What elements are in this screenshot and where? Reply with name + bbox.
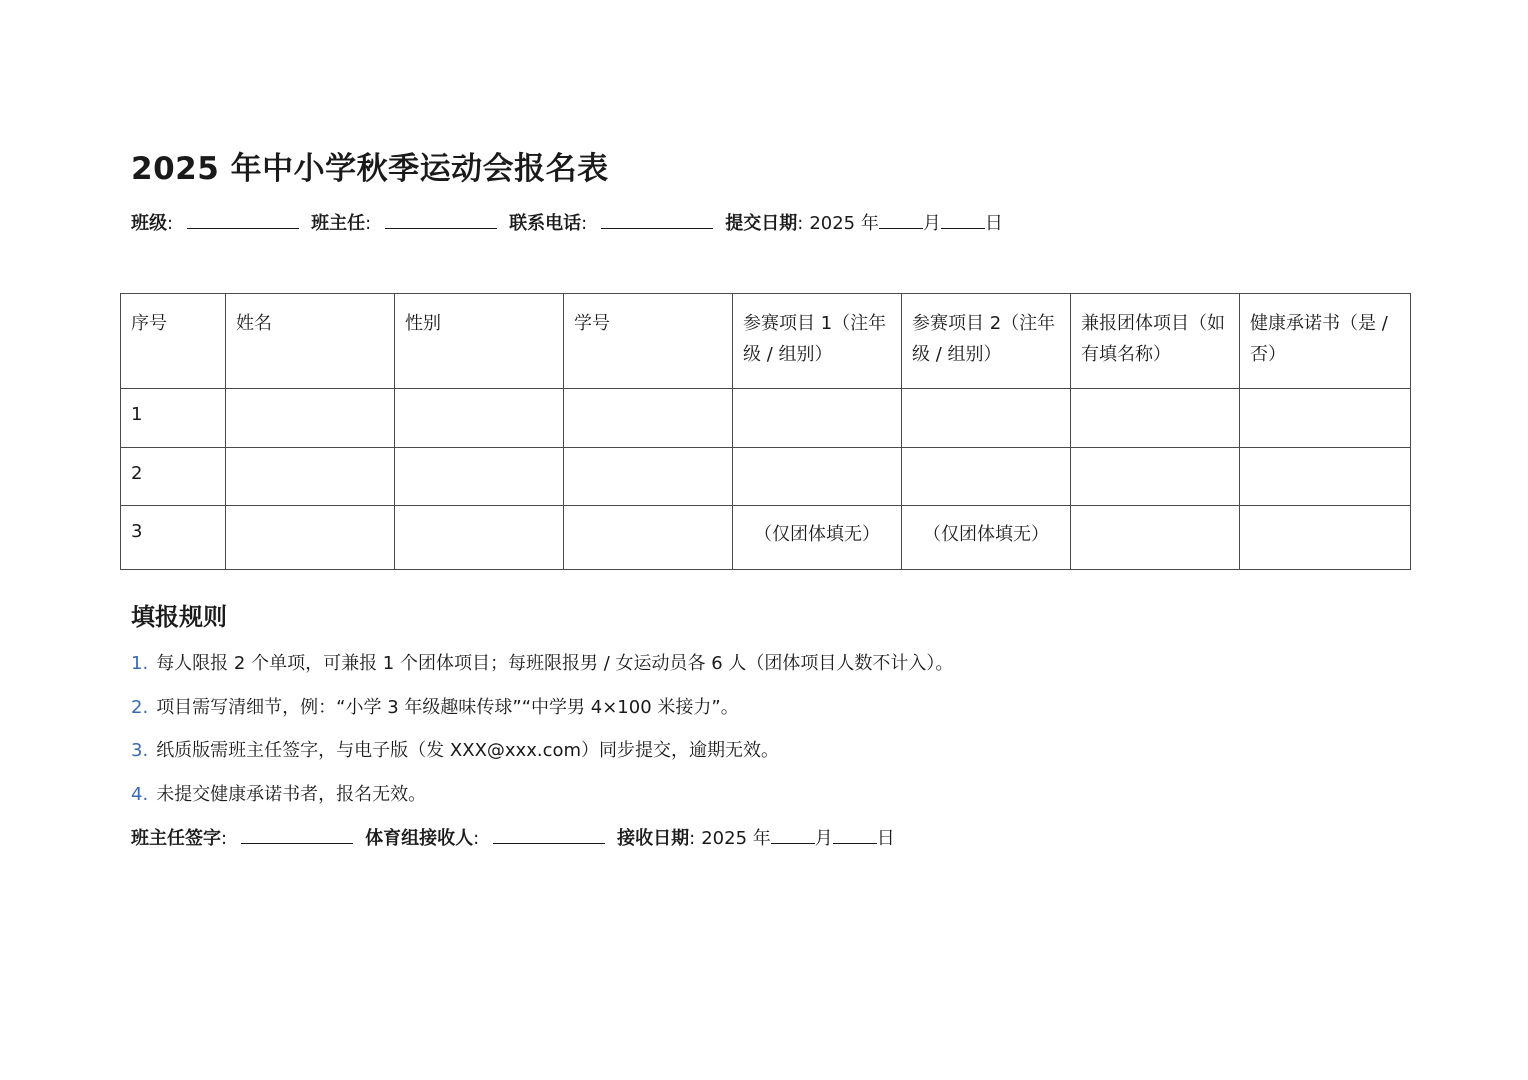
cell-student-id[interactable] [564, 506, 733, 570]
header-info-line [131, 210, 1015, 236]
cell-index: 2 [121, 448, 226, 506]
cell-gender[interactable] [395, 389, 564, 448]
day-unit: 日 [984, 213, 1003, 234]
phone-field [509, 210, 713, 236]
cell-event-2[interactable] [902, 448, 1071, 506]
cell-health-pledge[interactable] [1240, 506, 1411, 570]
signature-blank[interactable] [241, 825, 353, 844]
form-title: 2025 年中小学秋季运动会报名表 [131, 151, 609, 187]
submit-day-blank[interactable] [941, 210, 985, 229]
class-label: 班级 [131, 213, 167, 234]
cell-event-1[interactable]: （仅团体填无） [733, 506, 902, 570]
table-header-row [121, 294, 1411, 389]
signature-label: 班主任签字 [131, 828, 221, 849]
header-student-id: 学号 [564, 294, 733, 389]
rules-list [131, 650, 953, 824]
receive-date-label: 接收日期 [617, 828, 690, 849]
cell-event-2[interactable] [902, 389, 1071, 448]
registration-table [120, 293, 1411, 570]
cell-team-event[interactable] [1071, 448, 1240, 506]
rule-text: 纸质版需班主任签字，与电子版（发 XXX@xxx.com）同步提交，逾期无效。 [156, 740, 780, 761]
cell-student-id[interactable] [564, 389, 733, 448]
class-blank[interactable] [187, 210, 299, 229]
list-item [131, 781, 953, 825]
submit-month-blank[interactable] [879, 210, 923, 229]
table-row [121, 506, 1411, 570]
header-name: 姓名 [226, 294, 395, 389]
cell-student-id[interactable] [564, 448, 733, 506]
class-field [131, 210, 299, 236]
table-row [121, 448, 1411, 506]
rules-heading: 填报规则 [131, 603, 227, 631]
colon: : [167, 213, 174, 234]
receive-year: 2025 年 [701, 828, 771, 849]
receive-day-blank[interactable] [833, 825, 877, 844]
header-event-2: 参赛项目 2（注年级 / 组别） [902, 294, 1071, 389]
rule-text: 项目需写清细节，例：“小学 3 年级趣味传球”“中学男 4×100 米接力”。 [156, 696, 739, 718]
receiver-label: 体育组接收人 [365, 828, 474, 849]
receiver-blank[interactable] [493, 825, 605, 844]
teacher-field [311, 210, 497, 236]
receiver-field [365, 825, 605, 851]
phone-blank[interactable] [601, 210, 713, 229]
day-unit: 日 [876, 828, 895, 849]
rule-number: 2. [131, 696, 149, 718]
header-gender: 性别 [395, 294, 564, 389]
signature-field [131, 825, 353, 851]
submit-date-label: 提交日期 [725, 213, 798, 234]
header-team-event: 兼报团体项目（如有填名称） [1071, 294, 1240, 389]
cell-team-event[interactable] [1071, 389, 1240, 448]
cell-index: 1 [121, 389, 226, 448]
cell-event-1[interactable] [733, 448, 902, 506]
cell-health-pledge[interactable] [1240, 448, 1411, 506]
rule-number: 4. [131, 783, 149, 805]
colon: : [365, 213, 372, 234]
submit-year: 2025 年 [809, 213, 879, 234]
teacher-label: 班主任 [311, 213, 366, 234]
cell-gender[interactable] [395, 448, 564, 506]
submit-date-field [725, 210, 1003, 236]
cell-gender[interactable] [395, 506, 564, 570]
list-item [131, 737, 953, 781]
phone-label: 联系电话 [509, 213, 582, 234]
month-unit: 月 [814, 828, 833, 849]
cell-name[interactable] [226, 448, 395, 506]
header-index: 序号 [121, 294, 226, 389]
cell-name[interactable] [226, 506, 395, 570]
table-row [121, 389, 1411, 448]
cell-team-event[interactable] [1071, 506, 1240, 570]
colon: : [473, 828, 480, 849]
colon: : [221, 828, 228, 849]
colon: : [581, 213, 588, 234]
rule-text: 每人限报 2 个单项，可兼报 1 个团体项目；每班限报男 / 女运动员各 6 人（团体项目人数不计入）。 [156, 653, 954, 674]
rule-number: 1. [131, 653, 149, 674]
cell-event-2[interactable]: （仅团体填无） [902, 506, 1071, 570]
month-unit: 月 [922, 213, 941, 234]
header-health-pledge: 健康承诺书（是 / 否） [1240, 294, 1411, 389]
colon: : [689, 828, 696, 849]
rule-text: 未提交健康承诺书者，报名无效。 [156, 783, 427, 805]
teacher-blank[interactable] [385, 210, 497, 229]
list-item [131, 650, 953, 694]
receive-month-blank[interactable] [771, 825, 815, 844]
receive-date-field [617, 825, 895, 851]
footer-info-line [131, 825, 907, 851]
list-item [131, 694, 953, 738]
colon: : [797, 213, 804, 234]
cell-event-1[interactable] [733, 389, 902, 448]
header-event-1: 参赛项目 1（注年级 / 组别） [733, 294, 902, 389]
cell-health-pledge[interactable] [1240, 389, 1411, 448]
cell-index: 3 [121, 506, 226, 570]
rule-number: 3. [131, 740, 149, 761]
cell-name[interactable] [226, 389, 395, 448]
